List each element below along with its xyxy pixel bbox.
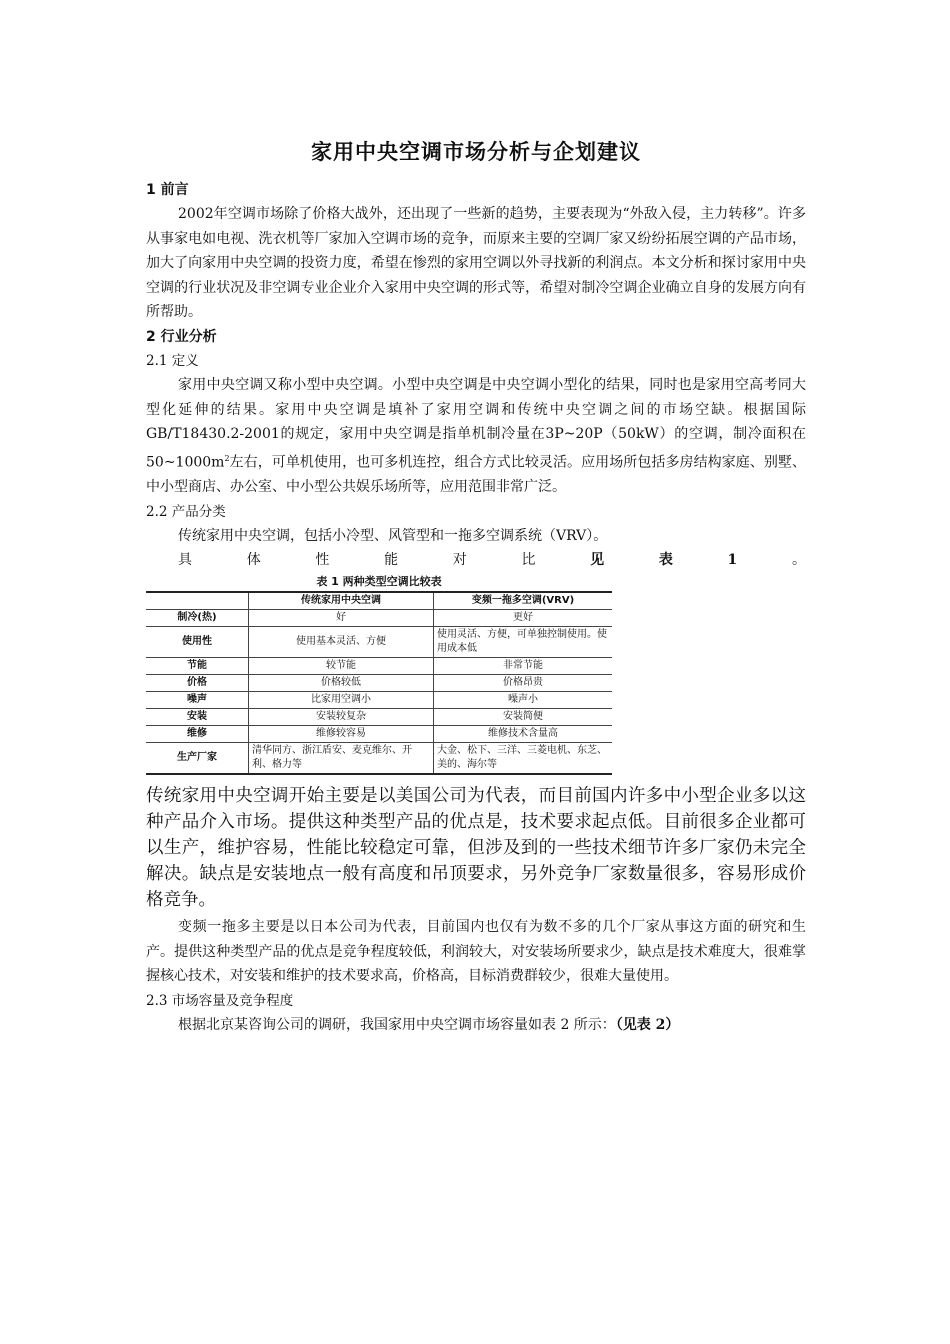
table-cell: 维修技术含量高	[434, 726, 613, 743]
table-header-cell: 传统家用中央空调	[249, 592, 434, 610]
table-header-cell: 变频一拖多空调(VRV)	[434, 592, 613, 610]
see-table-2: （见表 2）	[615, 1016, 680, 1033]
table-row	[146, 743, 612, 775]
comparison-table	[146, 591, 612, 775]
section-1-paragraph: 2002年空调市场除了价格大战外，还出现了一些新的趋势，主要表现为“外敌入侵，主力转移”。许多从事家电如电视、洗衣机等厂家加入空调市场的竞争，而原来主要的空调厂家又纷纷拓展空调的产品市场，加大了向家用中央空调的投资力度，希望在惨烈的家用空调以外寻找新的利润点。本文分析和探讨家用中央空调的行业状况及非空调专业企业介入家用中央空调的形式等，希望对制冷空调企业确立自身的发展方向有所帮助。	[146, 206, 806, 321]
vrv-paragraph: 变频一拖多主要是以日本公司为代表，目前国内也仅有为数不多的几个厂家从事这方面的研究和生产。提供这种类型产品的优点是竞争程度较低，利润较大，对安装场所要求少，缺点是技术难度大，很难掌握核心技术，对安装和维护的技术要求高，价格高，目标消费群较少，很难大量使用。	[146, 919, 806, 985]
row-label: 价格	[146, 675, 249, 692]
see-char-bold: 1	[727, 552, 738, 569]
table-cell: 噪声小	[434, 692, 613, 709]
table-row	[146, 610, 612, 627]
superscript: 2	[224, 453, 230, 463]
see-char: 能	[384, 552, 399, 569]
table-cell: 安装简便	[434, 709, 613, 726]
see-char: 比	[521, 552, 536, 569]
see-char: 性	[315, 552, 330, 569]
section-2-heading: 2 行业分析	[146, 328, 217, 345]
row-label: 生产厂家	[146, 743, 249, 775]
table-cell: 较节能	[249, 658, 434, 675]
see-char-bold: 见	[590, 552, 605, 569]
definition-text-b: 左右，可单机使用，也可多机连控，组合方式比较灵活。应用场所包括多房结构家庭、别墅、中小型商店、办公室、中小型公共娱乐场所等，应用范围非常广泛。	[146, 454, 806, 495]
table-row	[146, 709, 612, 726]
table-cell: 更好	[434, 610, 613, 627]
table-cell: 安装较复杂	[249, 709, 434, 726]
table-cell: 价格较低	[249, 675, 434, 692]
row-label: 制冷(热)	[146, 610, 249, 627]
row-label: 维修	[146, 726, 249, 743]
section-1-heading: 1 前言	[146, 182, 189, 198]
table-caption: 表 1 两种类型空调比较表	[316, 575, 442, 589]
table-cell: 使用灵活、方便，可单独控制使用。使用成本低	[434, 627, 613, 658]
row-label: 噪声	[146, 692, 249, 709]
traditional-ac-paragraph: 传统家用中央空调开始主要是以美国公司为代表，而目前国内许多中小型企业多以这种产品介入市场。提供这种类型产品的优点是，技术要求起点低。目前很多企业都可以生产，维护容易，性能比较稳定可靠，但涉及到的一些技术细节许多厂家仍未完全解决。缺点是安装地点一般有高度和吊顶要求，另外竞争厂家数量很多，容易形成价格竞争。	[146, 786, 806, 911]
section-2-2-paragraph: 传统家用中央空调，包括小冷型、风管型和一拖多空调系统（VRV）。	[178, 527, 608, 544]
comparison-table-block	[146, 573, 612, 775]
definition-text-a: 家用中央空调又称小型中央空调。小型中央空调是中央空调小型化的结果，同时也是家用空高考同大型化延伸的结果。家用中央空调是填补了家用空调和传统中央空调之间的市场空缺。根据国际GB/T18430.2-2001的规定，家用中央空调是指单机制冷量在3P~20P（50kW）的空调，制冷面积在50~1000m	[146, 376, 806, 471]
table-row	[146, 675, 612, 692]
row-label: 使用性	[146, 627, 249, 658]
row-label: 节能	[146, 658, 249, 675]
section-2-1-paragraph	[146, 373, 806, 500]
table-cell: 好	[249, 610, 434, 627]
section-2-2-heading: 2.2 产品分类	[146, 503, 226, 520]
market-text: 根据北京某咨询公司的调研，我国家用中央空调市场容量如表 2 所示：	[178, 1016, 616, 1033]
document-page	[146, 136, 806, 1038]
table-header-row	[146, 592, 612, 610]
section-2-3-heading: 2.3 市场容量及竞争程度	[146, 992, 294, 1009]
row-label: 安装	[146, 709, 249, 726]
section-2-3-paragraph	[146, 1013, 806, 1038]
see-table-line	[146, 548, 806, 572]
document-title: 家用中央空调市场分析与企划建议	[311, 140, 641, 164]
section-2-1-heading: 2.1 定义	[146, 352, 199, 369]
see-char-bold: 表	[658, 552, 673, 569]
table-row	[146, 627, 612, 658]
table-row	[146, 658, 612, 675]
table-cell: 使用基本灵活、方便	[249, 627, 434, 658]
table-cell: 清华同方、浙江盾安、麦克维尔、开利、格力等	[249, 743, 434, 775]
table-cell: 比家用空调小	[249, 692, 434, 709]
table-cell: 大金、松下、三洋、三菱电机、东芝、美的、海尔等	[434, 743, 613, 775]
see-char-end: 。	[791, 552, 806, 569]
table-row	[146, 726, 612, 743]
table-row	[146, 692, 612, 709]
see-char: 对	[452, 552, 467, 569]
table-cell: 维修较容易	[249, 726, 434, 743]
table-cell: 非常节能	[434, 658, 613, 675]
table-cell: 价格昂贵	[434, 675, 613, 692]
see-char: 具	[178, 552, 192, 569]
table-header-cell	[146, 592, 249, 610]
see-char: 体	[246, 552, 261, 569]
